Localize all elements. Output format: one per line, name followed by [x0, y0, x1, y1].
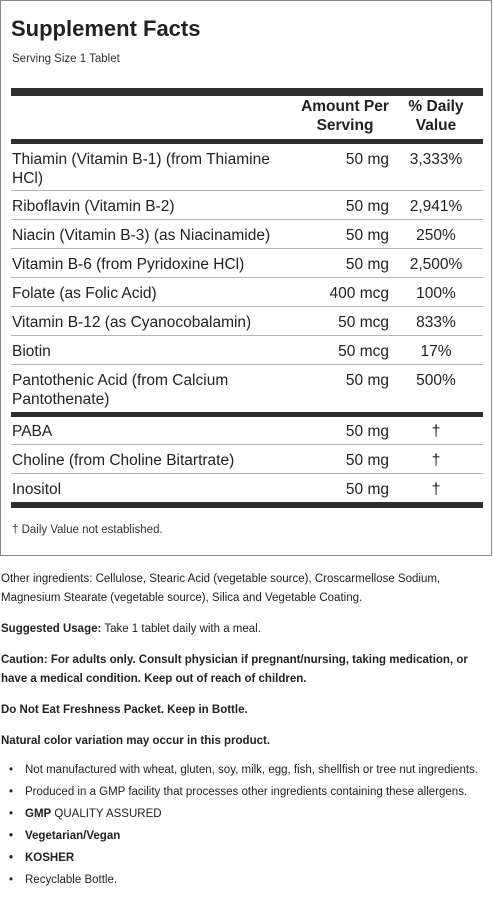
row-divider	[11, 277, 483, 278]
nutrient-amount: 50 mg	[345, 452, 389, 469]
nutrient-name: Vitamin B-12 (as Cyanocobalamin)	[12, 314, 252, 331]
product-claims-list	[1, 762, 494, 894]
nutrient-daily-value: 2,500%	[409, 256, 463, 273]
top-thick-rule	[11, 88, 483, 96]
row-divider	[11, 444, 483, 445]
amount-header-line1: Amount Per	[301, 98, 389, 115]
daily-value-header	[397, 97, 475, 135]
bottom-thick-rule	[11, 502, 483, 508]
amount-per-serving-header	[291, 97, 399, 135]
suggested-usage-text: Take 1 tablet daily with a meal.	[101, 623, 261, 635]
nutrient-daily-value: 833%	[416, 314, 456, 331]
list-item: • Vegetarian/Vegan	[25, 828, 494, 844]
row-divider	[11, 306, 483, 307]
nutrient-amount: 50 mg	[345, 256, 389, 273]
suggested-usage-label: Suggested Usage:	[1, 623, 102, 635]
list-item: • KOSHER	[25, 850, 494, 866]
nutrient-daily-value: †	[431, 481, 441, 498]
nutrient-amount: 50 mg	[345, 481, 389, 498]
freshness-warning: Do Not Eat Freshness Packet. Keep in Bottle.	[1, 704, 248, 716]
amount-header-line2: Serving	[316, 117, 374, 134]
nutrient-amount: 50 mg	[345, 423, 389, 440]
nutrient-name: Niacin (Vitamin B-3) (as Niacinamide)	[12, 227, 271, 244]
dv-header-line2: Value	[415, 117, 457, 134]
nutrient-daily-value: †	[431, 423, 441, 440]
nutrient-name: Choline (from Choline Bitartrate)	[12, 452, 235, 469]
nutrient-daily-value: 17%	[420, 343, 452, 360]
nutrient-daily-value: 100%	[416, 285, 456, 302]
list-item: • Recyclable Bottle.	[25, 872, 494, 888]
panel-title: Supplement Facts	[11, 16, 201, 41]
nutrient-amount: 50 mcg	[338, 343, 389, 360]
nutrient-amount: 50 mg	[345, 151, 389, 168]
nutrient-daily-value: 250%	[416, 227, 456, 244]
nutrient-amount: 50 mcg	[338, 314, 389, 331]
list-item	[25, 806, 494, 822]
nutrient-name: Folate (as Folic Acid)	[12, 285, 157, 302]
nutrient-daily-value: †	[431, 452, 441, 469]
nutrient-name: Vitamin B-6 (from Pyridoxine HCl)	[12, 256, 245, 273]
nutrient-name: Pantothenic Acid (from Calcium Pantothenate)	[12, 372, 229, 408]
serving-size: Serving Size 1 Tablet	[12, 53, 120, 65]
nutrient-name: Inositol	[12, 481, 62, 498]
list-item: • Not manufactured with wheat, gluten, soy, milk, egg, fish, shellfish or tree nut ingredients.	[25, 762, 494, 778]
row-divider	[11, 248, 483, 249]
nutrient-name: Biotin	[12, 343, 51, 360]
nutrient-daily-value: 2,941%	[409, 198, 463, 215]
daily-value-footnote: † Daily Value not established.	[12, 524, 163, 536]
row-divider	[11, 473, 483, 474]
row-divider	[11, 219, 483, 220]
nutrient-amount: 400 mcg	[329, 285, 389, 302]
other-ingredients: Other ingredients: Cellulose, Stearic Acid (vegetable source), Croscarmellose Sodium, Magnesium Stearate (vegetable source), Silica and Vegetable Coating.	[1, 573, 441, 604]
nutrient-name: PABA	[12, 423, 53, 440]
row-divider	[11, 364, 483, 365]
nutrient-daily-value: 3,333%	[409, 151, 463, 168]
nutrient-amount: 50 mg	[345, 372, 389, 389]
row-divider	[11, 335, 483, 336]
nutrient-name: Thiamin (Vitamin B-1) (from Thiamine HCl)	[12, 151, 270, 187]
nutrient-amount: 50 mg	[345, 227, 389, 244]
header-rule	[11, 139, 483, 144]
row-divider	[11, 190, 483, 191]
color-variation-note: Natural color variation may occur in this product.	[1, 735, 271, 747]
list-item: • Produced in a GMP facility that processes other ingredients containing these allergens.	[25, 784, 494, 800]
nutrient-daily-value: 500%	[416, 372, 456, 389]
gmp-label: GMP	[25, 808, 52, 820]
dv-header-line1: % Daily	[408, 98, 464, 115]
suggested-usage	[1, 620, 487, 639]
quality-assured-text: QUALITY ASSURED	[51, 808, 162, 820]
nutrient-amount: 50 mg	[345, 198, 389, 215]
caution-text: Caution: For adults only. Consult physician if pregnant/nursing, taking medication, or have a medical condition. Keep out of reach of children.	[1, 654, 468, 685]
nutrient-name: Riboflavin (Vitamin B-2)	[12, 198, 175, 215]
section-rule	[11, 412, 483, 417]
